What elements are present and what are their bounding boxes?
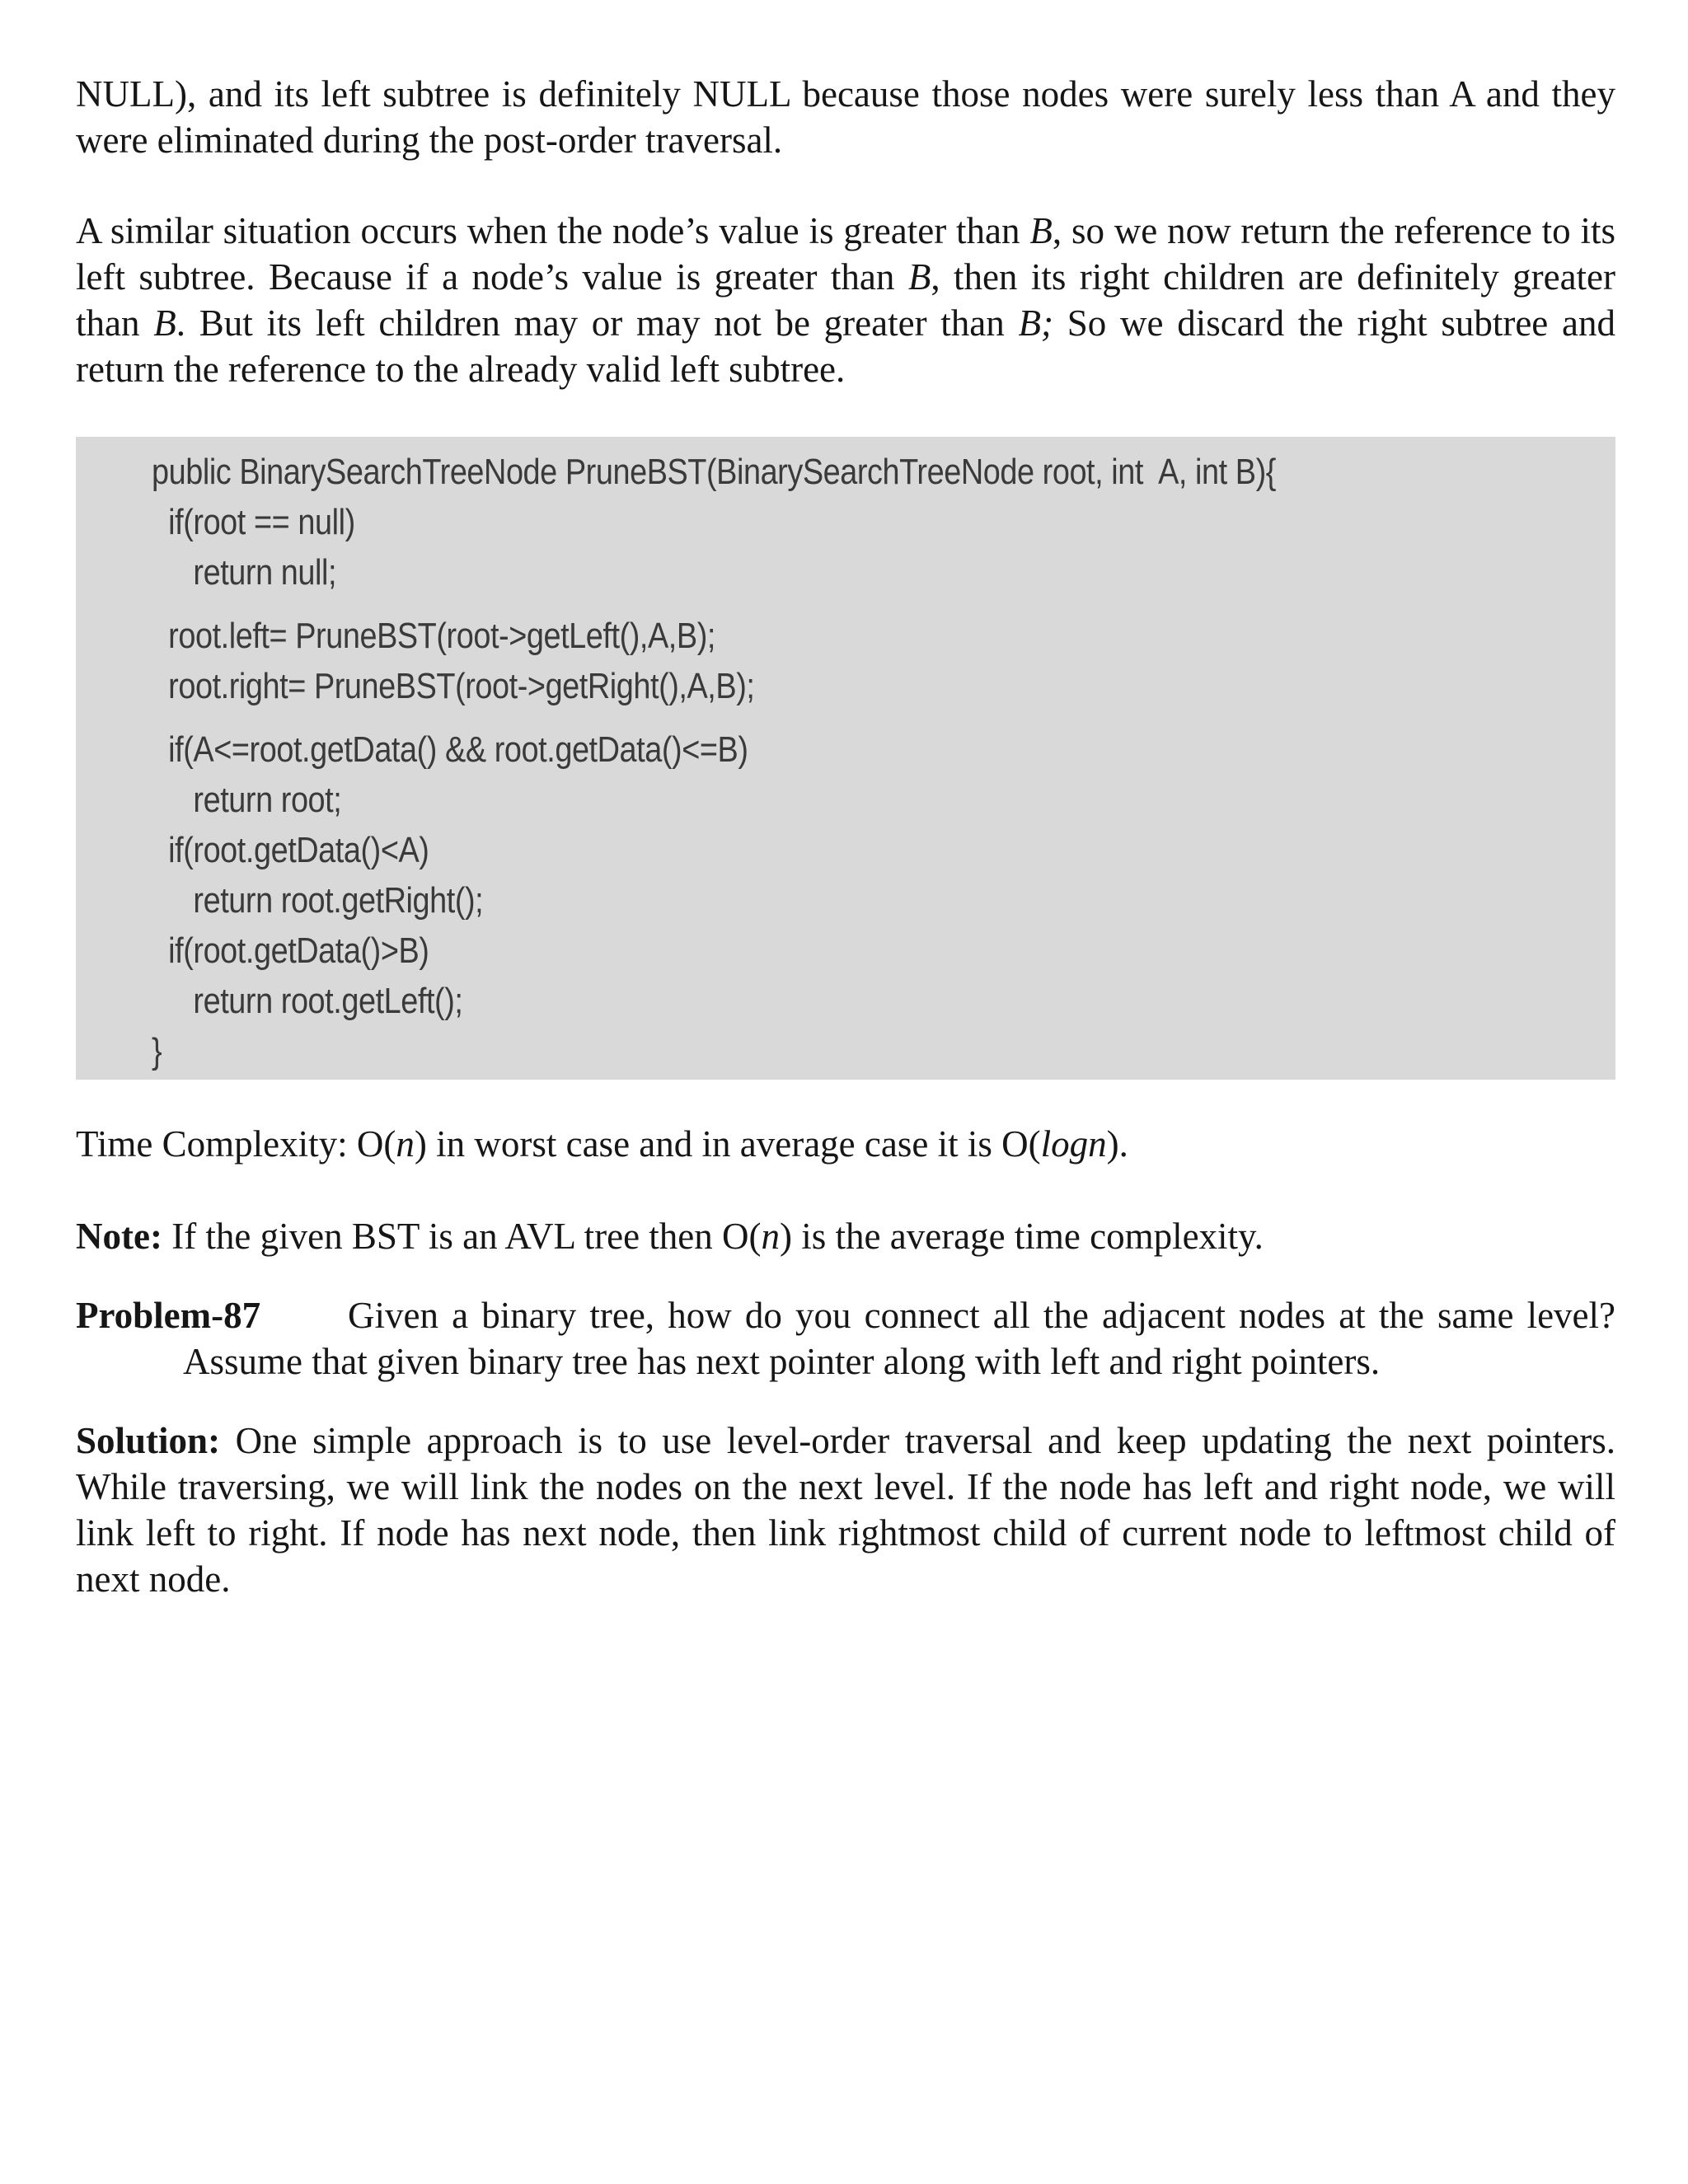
text-span: A similar situation occurs when the node’s value is greater than — [76, 210, 1030, 251]
solution-text: One simple approach is to use level-order traversal and keep updating the next pointers. While traversing, we will link the nodes on the next level. If the node has left and right node, we will link left to right. If node has next node, then link rightmost child of current node to leftmost child of next node. — [76, 1420, 1615, 1600]
text-span: . But its left children may or may not be greater than — [176, 302, 1019, 344]
text-span: ) is the average time complexity. — [780, 1216, 1264, 1257]
paragraph-greater-than-b — [76, 208, 1615, 392]
code-line: return root; — [152, 780, 342, 820]
code-block-prune-bst — [76, 437, 1615, 1080]
document-page — [76, 71, 1615, 1602]
text-span: Time Complexity: O( — [76, 1123, 396, 1165]
text-span: , so we now return the reference to its left subtree. Because if a node’s value is greater than — [76, 210, 1616, 298]
text-span: So we discard the right subtree and return the reference to the already valid left subtree. — [76, 302, 1615, 390]
problem-statement — [76, 1292, 1615, 1385]
paragraph-null-subtree: NULL), and its left subtree is definitely NULL because those nodes were surely less than A and they were eliminated during the post-order traversal. — [76, 73, 1615, 161]
variable-b: B — [907, 256, 931, 298]
code-spacer — [152, 711, 1615, 724]
time-complexity-line — [76, 1121, 1615, 1167]
code-line: if(root == null) — [152, 502, 355, 542]
code-line: return root.getLeft(); — [152, 981, 463, 1021]
text-span: ) in worst case and in average case it is O( — [414, 1123, 1041, 1165]
variable-b: B; — [1018, 302, 1053, 344]
variable-n: n — [761, 1216, 781, 1257]
variable-logn: logn — [1040, 1123, 1107, 1165]
code-line: root.left= PruneBST(root->getLeft(),A,B); — [152, 616, 715, 656]
text-span: ). — [1106, 1123, 1128, 1165]
solution-label: Solution: — [76, 1420, 221, 1461]
code-line: if(A<=root.getData() && root.getData()<=B) — [152, 729, 748, 770]
text-span: If the given BST is an AVL tree then O( — [162, 1216, 762, 1257]
code-line: public BinarySearchTreeNode PruneBST(BinarySearchTreeNode root, int A, int B){ — [152, 452, 1276, 492]
note-label: Note: — [76, 1216, 162, 1257]
problem-label: Problem-87 — [76, 1295, 261, 1336]
note-line — [76, 1213, 1615, 1259]
variable-n: n — [396, 1123, 415, 1165]
solution-paragraph — [76, 1418, 1615, 1602]
code-line: if(root.getData()<A) — [152, 830, 429, 870]
code-line: return root.getRight(); — [152, 880, 484, 921]
code-line: return null; — [152, 552, 337, 593]
variable-b: B — [153, 302, 176, 344]
variable-b: B — [1029, 210, 1053, 251]
code-line: if(root.getData()>B) — [152, 930, 429, 971]
code-line: root.right= PruneBST(root->getRight(),A,B); — [152, 666, 755, 706]
problem-text: Given a binary tree, how do you connect all the adjacent nodes at the same level? Assume that given binary tree has next pointer along with left and right pointers. — [183, 1295, 1615, 1382]
code-spacer — [152, 598, 1615, 611]
text-span: , then its right children are definitely greater than — [76, 256, 1616, 344]
code-line: } — [152, 1031, 162, 1071]
